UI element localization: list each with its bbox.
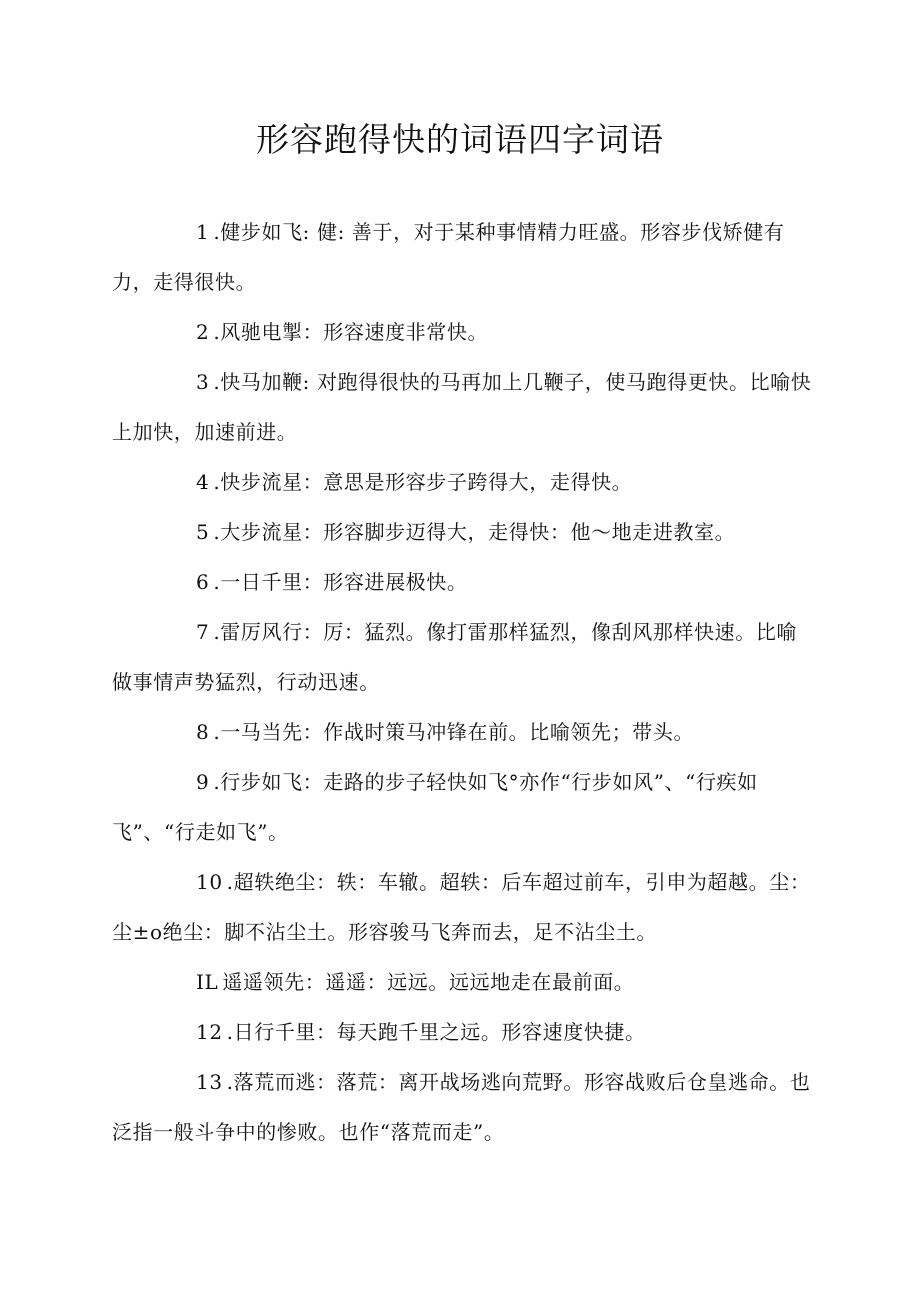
- entry-text: .一马当先：作战时策马冲锋在前。比喻领先；带头。: [213, 720, 695, 744]
- entry-number: IL: [196, 970, 219, 994]
- entry-2: [112, 307, 812, 357]
- entry-7: [112, 607, 812, 707]
- entry-4: [112, 457, 812, 507]
- entry-text: .快马加鞭: 对跑得很快的马再加上几鞭子，使马跑得更快。比喻快上加快，加速前进。: [112, 370, 812, 444]
- entry-text: .行步如飞：走路的步子轻快如飞°亦作“行步如风”、“行疾如飞”、“行走如飞”。: [112, 770, 758, 844]
- entry-number: 4: [196, 470, 210, 494]
- entry-text: .快步流星：意思是形容步子跨得大，走得快。: [213, 470, 633, 494]
- entry-6: [112, 557, 812, 607]
- entry-number: 5: [196, 520, 210, 544]
- entry-number: 8: [196, 720, 210, 744]
- entry-5: [112, 507, 812, 557]
- entry-11: [112, 957, 812, 1007]
- entry-9: [112, 757, 812, 857]
- entry-text: .大步流星：形容脚步迈得大，走得快：他～地走进教室。: [213, 520, 736, 544]
- entry-text: .落荒而逃：落荒：离开战场逃向荒野。形容战败后仓皇逃命。也泛指一般斗争中的惨败。也作“落荒而走”。: [112, 1070, 811, 1144]
- entry-3: [112, 357, 812, 457]
- entry-list: [112, 207, 812, 1157]
- entry-number: 3: [196, 370, 210, 394]
- entry-text: 遥遥领先：遥遥：远远。远远地走在最前面。: [222, 970, 635, 994]
- entry-number: 1: [196, 220, 210, 244]
- entry-number: 13: [196, 1070, 223, 1094]
- entry-number: 9: [196, 770, 210, 794]
- entry-text: .日行千里：每天跑千里之远。形容速度快捷。: [226, 1020, 646, 1044]
- entry-1: [112, 207, 812, 307]
- entry-text: .健步如飞: 健: 善于，对于某种事情精力旺盛。形容步伐矫健有力，走得很快。: [112, 220, 785, 294]
- entry-number: 7: [196, 620, 210, 644]
- entry-13: [112, 1057, 812, 1157]
- entry-8: [112, 707, 812, 757]
- entry-text: .雷厉风行：厉：猛烈。像打雷那样猛烈，像刮风那样快速。比喻做事情声势猛烈，行动迅速。: [112, 620, 798, 694]
- entry-number: 2: [196, 320, 210, 344]
- entry-number: 12: [196, 1020, 223, 1044]
- entry-12: [112, 1007, 812, 1057]
- entry-number: 6: [196, 570, 210, 594]
- entry-text: .一日千里：形容进展极快。: [213, 570, 468, 594]
- entry-text: .超轶绝尘：轶：车辙。超轶：后车超过前车，引申为超越。尘：尘±o绝尘：脚不沾尘土。形容骏马飞奔而去，足不沾尘土。: [112, 870, 811, 944]
- entry-10: [112, 857, 812, 957]
- entry-number: 10: [196, 870, 223, 894]
- entry-text: .风驰电掣：形容速度非常快。: [213, 320, 489, 344]
- document-title: 形容跑得快的词语四字词语: [256, 120, 664, 159]
